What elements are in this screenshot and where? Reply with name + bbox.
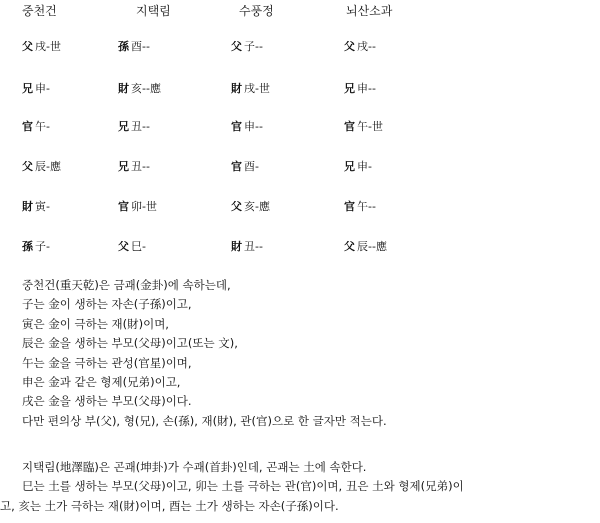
- branch-line-marker: 亥--應: [131, 82, 161, 95]
- text-line: 중천건(重天乾)은 금괘(金卦)에 속하는데,: [22, 278, 231, 292]
- table-cell: [344, 158, 372, 174]
- six-relation-label: 兄: [344, 160, 355, 173]
- table-cell: [22, 158, 61, 174]
- text-line: 다만 편의상 부(父), 형(兄), 손(孫), 재(財), 관(官)으로 한 글자만 적는다.: [22, 413, 387, 428]
- table-cell: [22, 38, 61, 54]
- branch-line-marker: 丑--: [244, 240, 263, 253]
- table-cell: [118, 238, 146, 254]
- branch-line-marker: 卯-世: [131, 200, 157, 213]
- branch-line-marker: 丑--: [131, 160, 150, 173]
- branch-line-marker: 申-: [35, 82, 50, 95]
- table-row: [0, 38, 600, 54]
- table-cell: [231, 38, 263, 54]
- table-cell: [118, 158, 150, 174]
- table-cell: [344, 80, 376, 96]
- branch-line-marker: 寅-: [35, 200, 50, 213]
- branch-line-marker: 午-世: [357, 120, 383, 133]
- branch-line-marker: 亥-應: [244, 200, 270, 213]
- table-cell: [118, 198, 157, 214]
- six-relation-label: 財: [22, 200, 33, 213]
- six-relation-label: 父: [22, 40, 33, 53]
- branch-line-marker: 申--: [357, 82, 376, 95]
- branch-line-marker: 巳-: [131, 240, 146, 253]
- branch-line-marker: 戌--: [357, 40, 376, 53]
- six-relation-label: 孫: [22, 240, 33, 253]
- branch-line-marker: 子-: [35, 240, 50, 253]
- table-cell: [344, 118, 383, 134]
- text-line: 巳는 土를 생하는 부모(父母)이고, 卯는 土를 극하는 관(官)이며, 丑은 土와 형제(兄弟)이: [22, 479, 464, 494]
- table-cell: [118, 80, 161, 96]
- six-relation-label: 財: [231, 240, 242, 253]
- table-cell: [344, 198, 376, 214]
- text-line: 子는 金이 생하는 자손(子孫)이고,: [22, 297, 192, 312]
- table-cell: [344, 238, 387, 254]
- branch-line-marker: 丑--: [131, 120, 150, 133]
- column-header-noesansogwa: 뇌산소과: [346, 4, 393, 18]
- six-relation-label: 兄: [118, 120, 129, 133]
- six-relation-label: 兄: [22, 82, 33, 95]
- table-cell: [344, 38, 376, 54]
- six-relation-label: 父: [344, 240, 355, 253]
- column-header-jitaengnim: 지택림: [136, 4, 171, 18]
- six-relation-label: 父: [344, 40, 355, 53]
- six-relation-label: 兄: [344, 82, 355, 95]
- table-cell: [22, 118, 50, 134]
- six-relation-label: 官: [231, 120, 242, 133]
- table-cell: [231, 158, 259, 174]
- column-header-jungcheongeon: 중천건: [22, 4, 57, 18]
- branch-line-marker: 辰-應: [35, 160, 61, 173]
- six-relation-label: 官: [22, 120, 33, 133]
- branch-line-marker: 申-: [357, 160, 372, 173]
- table-cell: [22, 198, 50, 214]
- table-cell: [231, 80, 270, 96]
- branch-line-marker: 午-: [35, 120, 50, 133]
- table-cell: [231, 198, 270, 214]
- table-cell: [231, 118, 263, 134]
- column-header-supungjeong: 수풍정: [239, 4, 274, 18]
- table-cell: [118, 38, 150, 54]
- six-relation-label: 孫: [118, 40, 129, 53]
- table-row: [0, 198, 600, 214]
- table-cell: [22, 80, 50, 96]
- six-relation-label: 父: [231, 200, 242, 213]
- branch-line-marker: 申--: [244, 120, 263, 133]
- six-relation-label: 財: [118, 82, 129, 95]
- branch-line-marker: 戌-世: [35, 40, 61, 53]
- branch-line-marker: 子--: [244, 40, 263, 53]
- six-relation-label: 官: [118, 200, 129, 213]
- six-relation-label: 父: [22, 160, 33, 173]
- text-line: 辰은 金을 생하는 부모(父母)이고(또는 文),: [22, 336, 238, 351]
- branch-line-marker: 酉--: [131, 40, 150, 53]
- table-cell: [231, 238, 263, 254]
- paragraph-jitaengnim: [0, 458, 592, 516]
- six-relation-label: 官: [344, 120, 355, 133]
- text-line: 午는 金을 극하는 관성(官星)이며,: [22, 355, 192, 370]
- column-header-row: [0, 0, 600, 20]
- table-row: [0, 118, 600, 134]
- six-relation-label: 兄: [118, 160, 129, 173]
- table-row: [0, 238, 600, 254]
- six-relation-label: 財: [231, 82, 242, 95]
- text-line: 申은 金과 같은 형제(兄弟)이고,: [22, 374, 181, 389]
- text-line: 寅은 金이 극하는 재(財)이며,: [22, 316, 169, 331]
- branch-line-marker: 辰--應: [357, 240, 387, 253]
- text-line: 고, 亥는 土가 극하는 재(財)이며, 酉는 土가 생하는 자손(子孫)이다.: [0, 498, 339, 513]
- table-row: [0, 158, 600, 174]
- text-line: 戌은 金을 생하는 부모(父母)이다.: [22, 394, 192, 409]
- six-relation-label: 官: [231, 160, 242, 173]
- six-relation-label: 官: [344, 200, 355, 213]
- branch-line-marker: 酉-: [244, 160, 259, 173]
- six-relation-label: 父: [118, 240, 129, 253]
- table-row: [0, 80, 600, 96]
- table-cell: [118, 118, 150, 134]
- branch-line-marker: 午--: [357, 200, 376, 213]
- branch-line-marker: 戌-世: [244, 82, 270, 95]
- six-relation-label: 父: [231, 40, 242, 53]
- table-cell: [22, 238, 50, 254]
- text-line: 지택림(地澤臨)은 곤괘(坤卦)가 수괘(首卦)인데, 곤괘는 土에 속한다.: [22, 460, 367, 474]
- paragraph-jungcheongeon: [22, 276, 592, 431]
